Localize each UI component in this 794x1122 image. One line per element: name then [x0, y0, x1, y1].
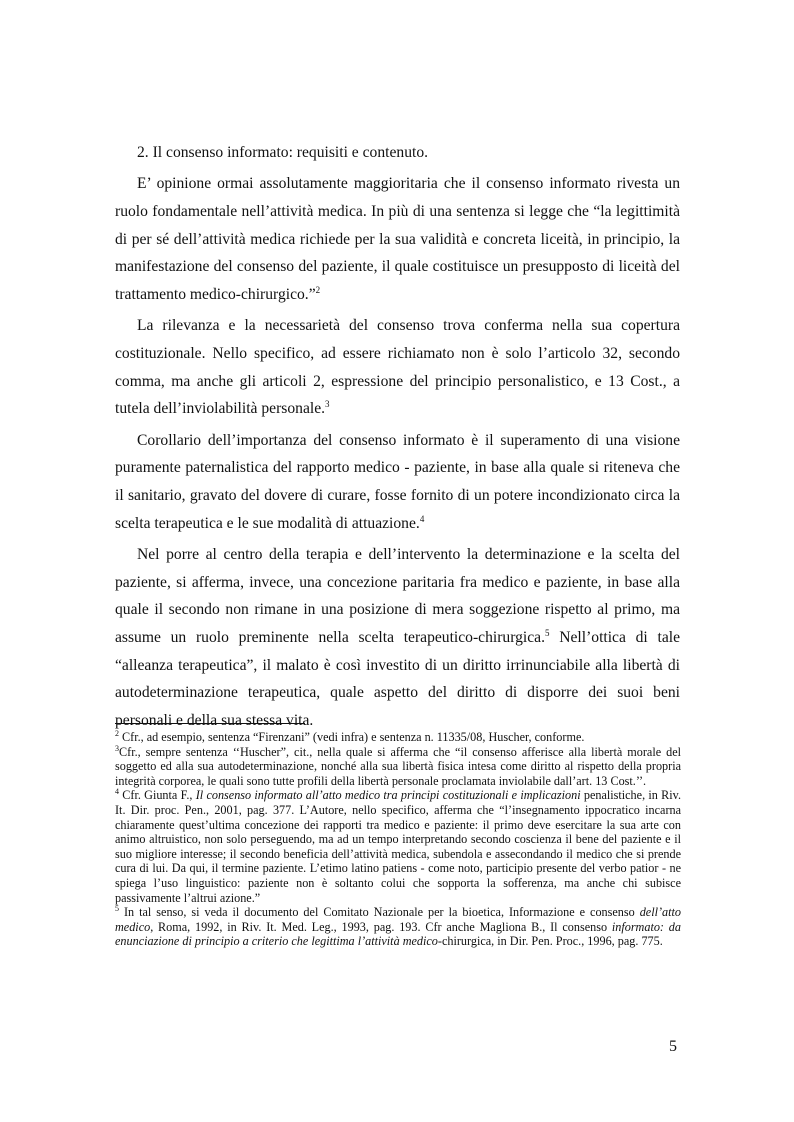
footnote-number: 4 — [115, 787, 119, 797]
footnote-text-cont: penalistiche, in Riv. It. Dir. proc. Pen., 2001, pag. 377. L’Autore, nello specifico, afferma che “l’insegnamento ippocratico incarna chiaramente quest’ultima concezione dei rapporti tra medico e paziente: il primo deve esercitare la sua arte con animo altruistico, non solo perseguendo, ma ad un tempo interpretando secondo coscienza il bene del paziente e il suo migliore interesse; il secondo beneficia dell’attività medica, subendola e assecondando il medico che si prende cura di lui. Da qui, il termine paziente. L’etimo latino patiens - come noto, participio presente del verbo patior - ne spiega l’uso linguistico: paziente non è soltanto colui che sopporta la sofferenza, ma anche chi subisce passivamente l’altrui azione.” — [115, 788, 681, 905]
paragraph-4-text-after: Nell’ottica di tale “alleanza terapeutica”, il malato è così investito di un diritto irrinunciabile alla libertà di autodeterminazione terapeutica, quale aspetto del diritto di disporre dei suoi beni personali e della sua stessa vita. — [115, 628, 680, 730]
footnote-4 — [115, 788, 681, 905]
section-heading: 2. Il consenso informato: requisiti e contenuto. — [137, 144, 429, 161]
paragraph-2 — [115, 312, 680, 423]
paragraph-3 — [115, 427, 680, 538]
footnote-text: Cfr., ad esempio, sentenza “Firenzani” (vedi infra) e sentenza n. 11335/08, Huscher, conforme. — [119, 730, 585, 744]
page-number: 5 — [669, 1038, 677, 1055]
footnote-text: Cfr., sempre sentenza ‘‘Huscher”, cit., nella quale si afferma che “il consenso afferisce alla libertà morale del soggetto ed alla sua autodeterminazione, nonché alla sua libertà fisica intesa come diritto al rispetto della propria integrità corporea, le quali sono tutte profili della libertà personale proclamata inviolabile dall’art. 13 Cost.’’. — [115, 744, 681, 788]
footnote-text-middle: , Roma, 1992, in Riv. It. Med. Leg., 1993, pag. 193. Cfr anche Magliona B., Il consenso — [150, 919, 612, 934]
footnotes — [115, 730, 681, 949]
footnote-ref-2[interactable]: 2 — [315, 285, 321, 296]
footnote-2 — [115, 730, 681, 745]
paragraph-1 — [115, 170, 680, 309]
footnote-ref-5[interactable]: 5 — [545, 627, 550, 638]
paragraph-2-text: La rilevanza e la necessarietà del consenso trova conferma nella sua copertura costituzionale. Nello specifico, ad essere richiamato non è solo l’articolo 32, secondo comma, ma anche gli articoli 2, espressione del principio personalistico, e 13 Cost., a tutela dell’inviolabilità personale. — [115, 317, 680, 418]
paragraph-3-text: Corollario dell’importanza del consenso informato è il superamento di una visione puramente paternalistica del rapporto medico - paziente, in base alla quale si riteneva che il sanitario, gravato del dovere di curare, fosse fornito di un potere incondizionato circa la scelta terapeutica e le sue modalità di attuazione. — [115, 431, 680, 532]
body-text — [115, 139, 680, 735]
paragraph-4 — [115, 541, 680, 735]
footnote-italic-1: dell’atto medico — [115, 905, 681, 934]
footnote-number: 2 — [115, 729, 119, 738]
footnote-italic-title: Il consenso informato all’atto medico tra principi costituzionali e implicazioni — [195, 788, 581, 803]
footnote-number: 5 — [115, 904, 119, 914]
paragraph-1-text: E’ opinione ormai assolutamente maggioritaria che il consenso informato rivesta un ruolo fondamentale nell’attività medica. In più di una sentenza si legge che “la legittimità di per sé dell’attività medica richiede per la sua validità e concreta liceità, in principio, la manifestazione del consenso del paziente, il quale costituisce un presupposto di liceità del trattamento medico-chirurgico.” — [115, 175, 680, 304]
footnote-italic-2: informato: da enunciazione di principio a criterio che legittima l’attività medico — [115, 919, 681, 949]
footnote-text: In tal senso, si veda il documento del Comitato Nazionale per la bioetica, Informazione e consenso — [119, 905, 640, 920]
footnote-number: 3 — [115, 743, 119, 753]
footnote-ref-3[interactable]: 3 — [325, 399, 330, 410]
paragraph-4-text-before: Nel porre al centro della terapia e dell’intervento la determinazione e la scelta del paziente, si afferma, invece, una concezione paritaria fra medico e paziente, in base alla quale il secondo non rimane in una posizione di mera soggezione rispetto al primo, ma assume un ruolo preminente nella scelta terapeutico-chirurgica. — [115, 545, 680, 646]
footnote-text-cont: -chirurgica, in Dir. Pen. Proc., 1996, pag. 775. — [437, 934, 663, 949]
footnote-5 — [115, 905, 681, 949]
footnote-ref-4[interactable]: 4 — [419, 513, 425, 524]
footnote-text: Cfr. Giunta F., — [119, 788, 196, 803]
footnote-separator — [115, 723, 305, 724]
footnote-3 — [115, 745, 681, 789]
